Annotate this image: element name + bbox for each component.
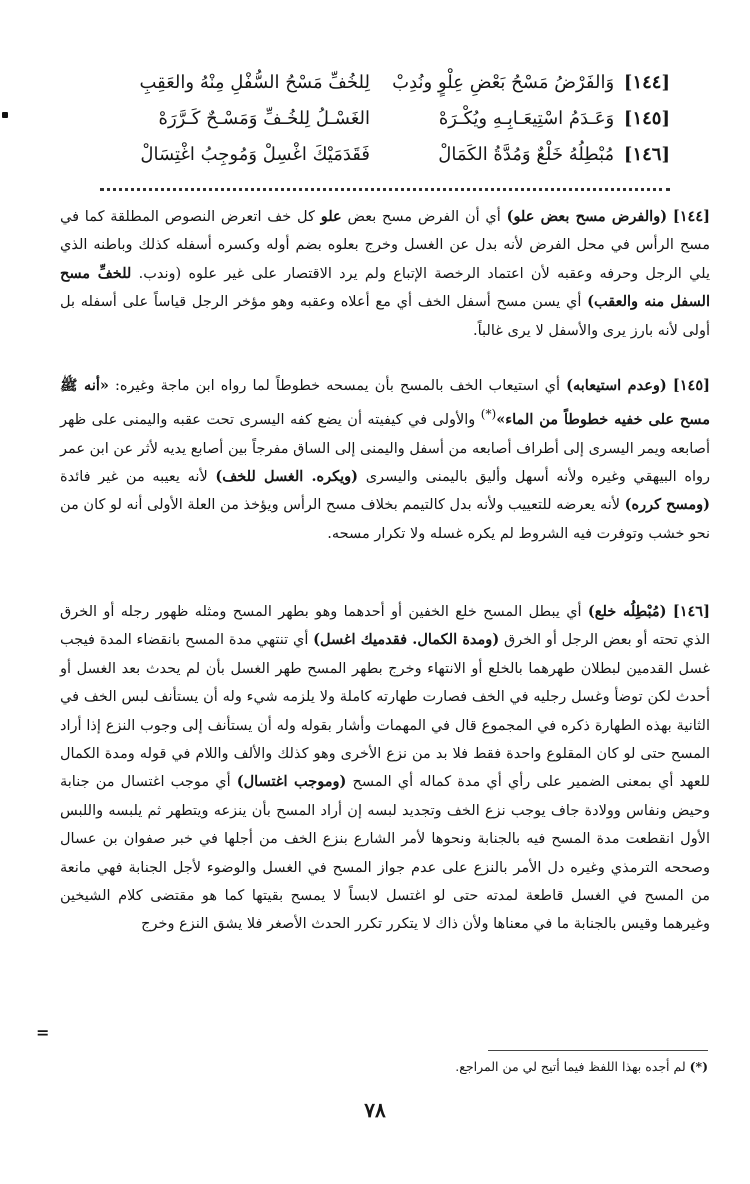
paragraph-text: كل خف اتعرض النصوص المطلقة كما في مسح الرأس في محل الفرض لأنه بدل عن الغسل وخرج بعلوه بضم أوله وكسره أسفله كذلك وباطنه الذي يلي الرجل وحرفه وعقبه لأن اعتماد الرخصة الإتباع ولم يرد الاقتصار على غير علوه (وندب.: [60, 209, 710, 282]
paragraph-text: أي تنتهي مدة المسح بانقضاء المدة فيجب غسل القدمين لبطلان طهرهما بالخلع أو الانتهاء وخرج بطهر المسح طهر الغسل بأن لم يحدث بعد الغسل أو أحدث لكن توضأ وغسل رجليه في الخف فصارت طهارته كاملة ولا يلزمه شيء وله أن يستأنف لبس الخف في الثانية بهذه الطهارة ذكره في المجموع قال في المهمات وأشار بقوله وله أن يستأنف إلى وجوب النزع إذا أراد المسح حتى لو كان المقلوع واحدة فقط فلا بد من نزع الأخرى وهو كذلك والألف واللام في قوله ومدة الكمال للعهد أي بمعنى الضمير على رأي أي مدة كماله أي المسح: [60, 632, 710, 791]
verse-row: [100, 144, 670, 180]
paragraph-text: أي أن الفرض مسح بعض: [341, 209, 507, 225]
bold-term: للخفِّ مسح السفل منه والعقب): [60, 264, 710, 311]
paragraph-text: أي يسن مسح أسفل الخف أي مع أعلاه وعقبه وهو مؤخر الرجل قياساً على أسفله بل أولى لأنه بارز يرى والأسفل لا يرى غالباً.: [60, 294, 710, 339]
dotted-separator: [100, 188, 670, 191]
paragraph-number: [١٤٦]: [672, 603, 710, 620]
paragraph-lead: (وعدم استيعابه): [566, 377, 667, 394]
footnote-reference: (*): [480, 407, 497, 422]
paragraph-text: أي استيعاب الخف بالمسح بأن يمسحه خطوطاً لما رواه ابن ماجة وغيره:: [108, 378, 567, 394]
verse-first-half: [380, 72, 670, 93]
bold-term: (ومدة الكمال. فقدميك اغسل): [313, 631, 500, 649]
verse-text: مُبْطِلُهُ خَلْعٌ وَمُدَّةُ الكَمَالْ: [438, 144, 615, 165]
paragraph-lead: (مُبْطِلُه خلع): [587, 603, 667, 620]
verse-number: [١٤٤]: [623, 72, 670, 93]
bold-term: (ومسح كرره): [624, 496, 711, 514]
paragraph-lead: (والفرض مسح بعض علو): [506, 208, 668, 225]
footnote: [58, 1057, 708, 1077]
verse-first-half: [380, 108, 670, 129]
page-number: ٧٨: [364, 1098, 386, 1122]
bold-term: (ويكره. الغسل للخف): [215, 468, 359, 486]
paragraph-text: أي موجب اغتسال من جنابة وحيض ونفاس وولادة جاف يوجب نزع الخف وتجديد لبسه إن أراد المسح بأن ينزعه ويتطهر ثم يلبسه واللبس الأول انقطعت مدة المسح فيه بالجنابة ونحوها لأمر الشارع بنزع الخف من أجلها في خبر صفوان بن عسال وصححه الترمذي وغيره دل الأمر بالنزع على عدم جواز المسح في الغسل والوضوء لأجل الجنابة فهي مانعة من المسح في الغسل قاطعة لمدته حتى لو اغتسل لابساً لا يمسح بقيتها كما هو مقتضى كلام الشيخين وغيرهما وقيس بالجنابة ما في معناها ولأن ذاك لا يتكرر تكرر الحدث الأصغر فلا يشق النزع وخرج: [60, 774, 710, 933]
continuation-mark: =: [36, 1023, 50, 1042]
verse-number: [١٤٦]: [623, 144, 670, 165]
poem-verses: [100, 72, 670, 180]
verse-first-half: [380, 144, 670, 165]
paragraph-text: لأنه يعرضه للتعييب ولأنه بدل كالتيمم بخلاف مسح الرأس ويؤخذ من العلة الأولى أنه لو كان من نحو خشب وتوفرت فيه الشروط لم يكره غسله ولا تكرار مسحه.: [60, 497, 710, 542]
verse-second-half: الغَسْـلُ لِلخُـفِّ وَمَسْـحٌ كَـرَّرَهْ: [158, 108, 370, 129]
bold-term: علو: [320, 208, 342, 225]
verse-second-half: لِلخُفِّ مَسْحُ السُّفْلِ مِنْهُ والعَقِبِ: [139, 72, 370, 93]
commentary-paragraph-144: [60, 203, 710, 345]
footnote-text: لم أجده بهذا اللفظ فيما أتيح لي من المراجع.: [455, 1059, 686, 1074]
footnote-marker: (*): [689, 1059, 708, 1074]
verse-text: وَالفَرْضُ مَسْحُ بَعْضِ عِلْوٍ ونُدِبْ: [392, 72, 615, 93]
verse-second-half: فَقَدَمَيْكَ اغْسِلْ وَمُوجِبُ اغْتِسَالْ: [140, 144, 370, 165]
paragraph-number: [١٤٤]: [672, 208, 711, 225]
verse-row: [100, 72, 670, 108]
hadith-quote: «أنه ﷺ مسح على خفيه خطوطاً من الماء»: [60, 377, 710, 429]
verse-row: [100, 108, 670, 144]
commentary-paragraph-146: [60, 598, 710, 939]
paragraph-text: أي يبطل المسح خلع الخفين أو أحدهما وهو بطهر المسح ومثله ظهور رجله أو الخرق الذي تحته أو بعض الرجل أو الخرق: [60, 604, 711, 649]
commentary-paragraph-145: [60, 372, 710, 548]
verse-text: وَعَـدَمُ اسْتِيعَـابِـهِ ويُكْـرَهْ: [438, 108, 615, 129]
margin-mark: [2, 112, 8, 118]
paragraph-text: لأنه يعيبه من غير فائدة: [60, 469, 216, 486]
bold-term: (وموجب اغتسال): [236, 773, 347, 791]
paragraph-text: والأولى في كيفيته أن يضع كفه اليسرى تحت عقبه واليمنى على ظهر أصابعه ويمر اليسرى إلى أطراف أصابعه من أسفل واليمنى إلى الساق مفرجاً بين أصابع يديه لأثر عن ابن عمر رواه البيهقي وغيره ولأنه أسهل وأليق باليمنى واليسرى: [60, 412, 710, 486]
paragraph-number: [١٤٥]: [672, 377, 710, 394]
footnote-rule: [488, 1050, 708, 1051]
verse-number: [١٤٥]: [623, 108, 670, 129]
